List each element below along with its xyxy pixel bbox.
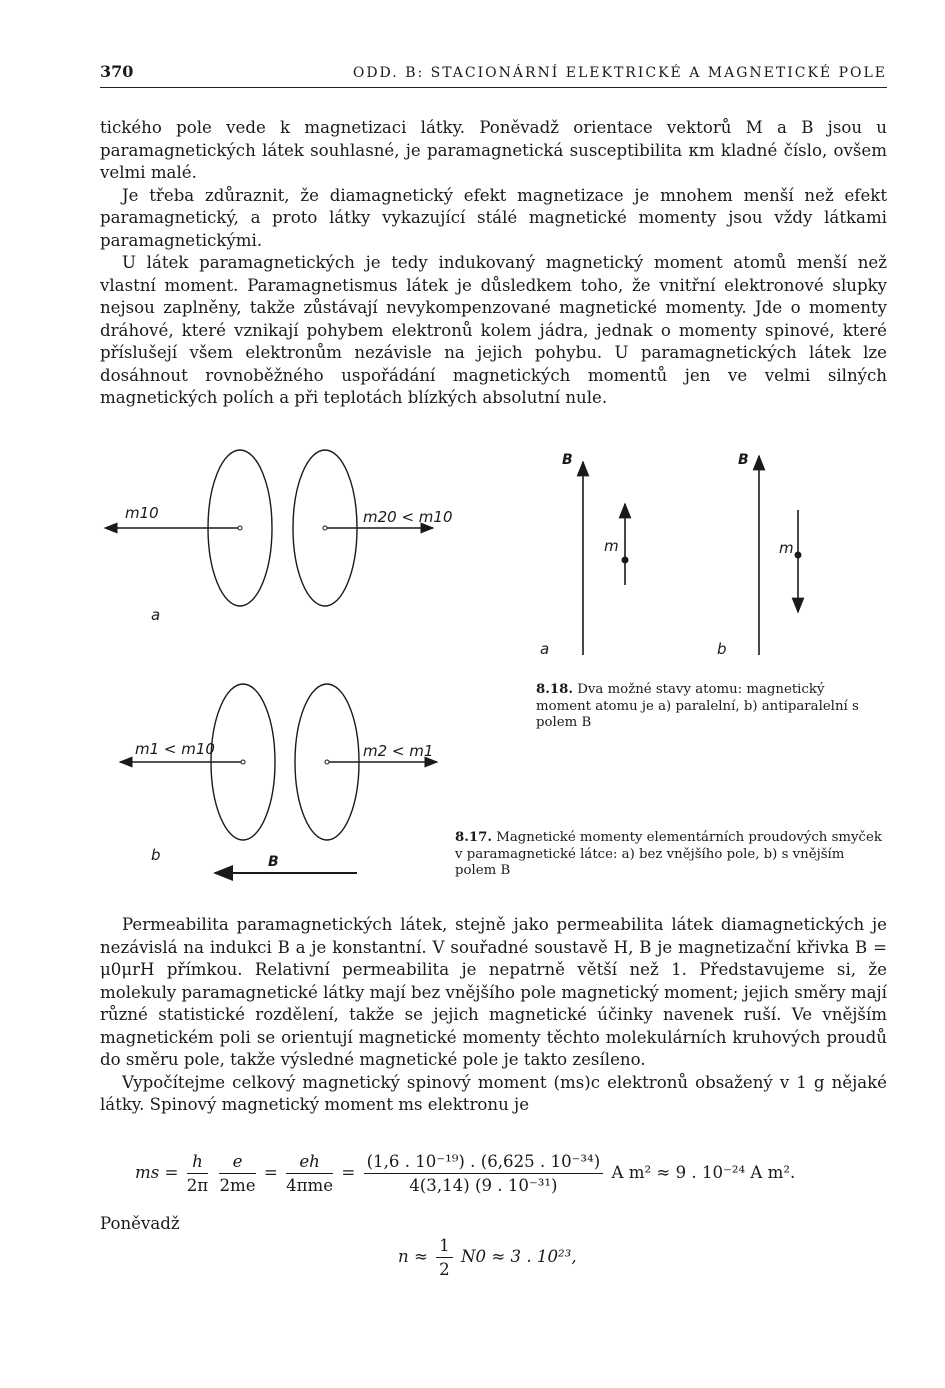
- caption-817-number: 8.17.: [455, 830, 493, 845]
- caption-817-text: Magnetické momenty elementárních proudových smyček v paramagnetické látce: a) bez vnějšího pole, b) s vnějším polem B: [455, 830, 882, 878]
- frac4-bot: 4(3,14) (9 . 10⁻³¹): [409, 1176, 558, 1195]
- label-moment-a: m: [604, 537, 619, 555]
- loop-pair-a: [105, 450, 433, 606]
- caption-817: [455, 830, 887, 880]
- frac3-bot: 4πme: [286, 1176, 334, 1195]
- formula-spin-moment: [135, 1152, 795, 1195]
- page-number: 370: [100, 62, 134, 81]
- label-moment-b: m: [779, 539, 794, 557]
- label-m20: m20 < m10: [363, 508, 453, 526]
- frac5-bot: 2: [439, 1260, 450, 1279]
- formula2-lhs: n ≈: [398, 1247, 428, 1266]
- loop-pair-b: [120, 684, 437, 873]
- frac3-top: eh: [286, 1152, 333, 1174]
- formula1-eq2: =: [263, 1163, 278, 1182]
- paragraph: Vypočítejme celkový magnetický spinový moment (ms)c elektronů obsažený v 1 g nějaké látky. Spinový magnetický moment ms elektronu je: [100, 1072, 887, 1114]
- label-fig818-b: b: [717, 640, 727, 658]
- atom-state-a: [583, 462, 625, 655]
- label-fig818-field-a: B: [562, 452, 573, 468]
- text-block-top: [100, 117, 887, 410]
- paragraph: Je třeba zdůraznit, že diamagnetický efekt magnetizace je mnohem menší než efekt paramagnetický, a proto látky vykazující stálé magnetické momenty jsou vždy látkami paramagnetickými.: [100, 185, 887, 250]
- label-m1: m1 < m10: [135, 740, 215, 758]
- frac1-bot: 2π: [186, 1176, 209, 1195]
- formula2-tail: N0 ≈ 3 . 10²³,: [461, 1247, 577, 1266]
- formula-n: [398, 1236, 577, 1279]
- label-fig818-field-b: B: [738, 452, 749, 468]
- caption-818-number: 8.18.: [536, 682, 574, 697]
- page-header: [100, 62, 887, 88]
- text-block-bottom: [100, 914, 887, 1117]
- paragraph: Permeabilita paramagnetických látek, stejně jako permeabilita látek diamagnetických je nezávislá na indukci B a je konstantní. V souřadné soustavě H, B je magnetizační křivka B = μ0μrH přímkou. Relativní permeabilita je nepatrně větší než 1. Představujeme si, že molekuly paramagnetické látky mají bez vnějšího pole magnetický moment; jejich směry mají různé statistické rozdělení, takže se jejich magnetické účinky navenek ruší. Ve vnějším magnetickém poli se orientují magnetické momenty těchto molekulárních kruhových proudů do směru pole, takže výsledné magnetické pole je takto zesíleno.: [100, 915, 887, 1069]
- formula1-eq3: =: [341, 1163, 356, 1182]
- frac5-top: 1: [436, 1236, 453, 1258]
- paragraph: U látek paramagnetických je tedy indukovaný magnetický moment atomů menší než vlastní moment. Paramagnetismus látek je důsledkem toho, že vnitřní elektronové slupky nejsou zaplněny, takže zůstávají nevykompenzované magnetické momenty. Jde o momenty dráhové, které vznikají pohybem elektronů kolem jádra, jednak o momenty spinové, které příslušejí všem elektronům nezávisle na jejich pohybu. U paramagnetických látek lze dosáhnout rovnoběžného uspořádání magnetických momentů jen ve velmi silných magnetických polích a při teplotách blízkých absolutní nule.: [100, 253, 887, 407]
- paragraph: tického pole vede k magnetizaci látky. Poněvadž orientace vektorů M a B jsou u paramagnetických látek souhlasné, je paramagnetická susceptibilita κm kladné číslo, ovšem velmi malé.: [100, 118, 887, 182]
- formula1-tail: A m² ≈ 9 . 10⁻²⁴ A m².: [611, 1163, 796, 1182]
- frac2-bot: 2me: [219, 1176, 256, 1195]
- caption-818-text: Dva možné stavy atomu: magnetický moment atomu je a) paralelní, b) antiparalelní s polem B: [536, 682, 859, 730]
- caption-818: [536, 682, 881, 732]
- label-fig817-a: a: [151, 606, 161, 624]
- label-fig818-a: a: [540, 640, 550, 658]
- frac1-top: h: [187, 1152, 208, 1174]
- label-fig817-b: b: [151, 846, 161, 864]
- running-head: ODD. B: STACIONÁRNÍ ELEKTRICKÉ A MAGNETICKÉ POLE: [352, 65, 887, 81]
- label-field-b: B: [268, 854, 279, 870]
- formula1-lhs: ms =: [135, 1163, 179, 1182]
- frac4-top: (1,6 . 10⁻¹⁹) . (6,625 . 10⁻³⁴): [364, 1152, 604, 1174]
- label-m2: m2 < m1: [363, 742, 434, 760]
- label-m10: m10: [125, 504, 159, 522]
- ponevadz-line: Poněvadž: [100, 1214, 180, 1233]
- frac2-top: e: [219, 1152, 255, 1174]
